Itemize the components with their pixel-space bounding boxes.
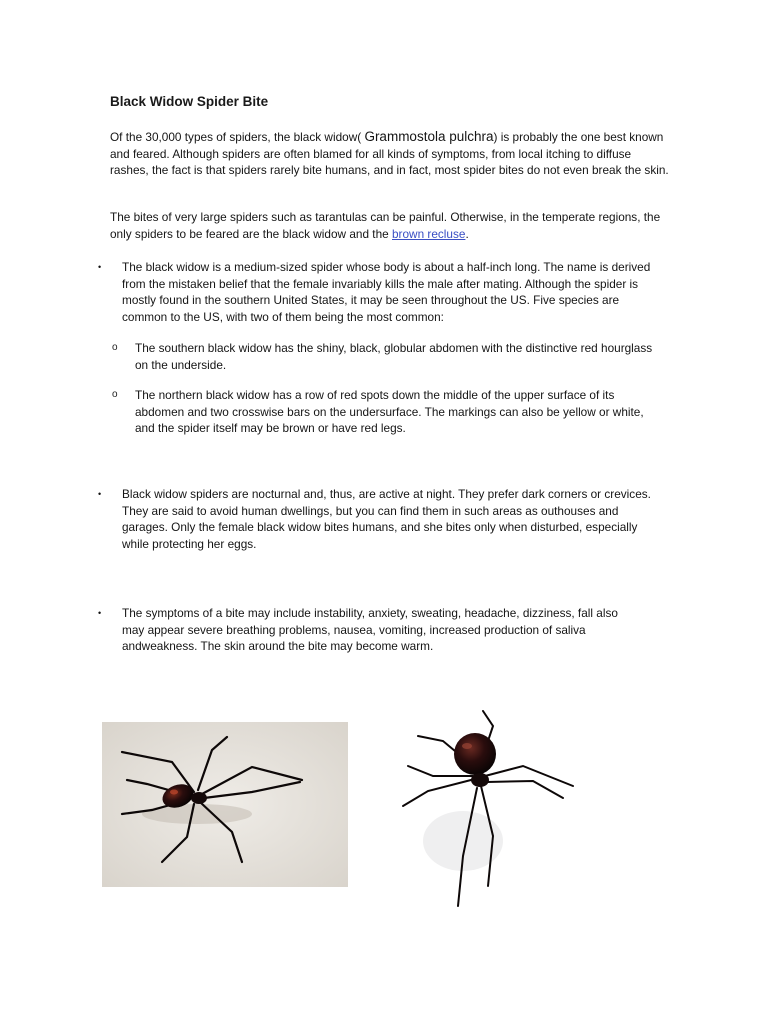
- scientific-name: Grammostola pulchra: [364, 129, 494, 144]
- bullet-mark: •: [98, 608, 102, 618]
- paragraph2-text: The bites of very large spiders such as tarantulas can be painful. Otherwise, in the temperate regions, the only spiders to be feared are the black widow and the: [110, 210, 661, 241]
- document-title: Black Widow Spider Bite: [110, 94, 269, 109]
- bullet-text: The symptoms of a bite may include instability, anxiety, sweating, headache, dizziness, fall also may appear severe breathing problems, nausea, vomiting, increased production of saliva andweakness. The skin around the bite may become warm.: [122, 606, 618, 653]
- bullet-mark: •: [98, 262, 102, 272]
- spider-photo-left: [102, 722, 348, 887]
- intro-text-end: ) is probably the one best known and feared. Although spiders are often blamed for all kinds of symptoms, from local itching to diffuse rashes, the fact is that spiders rarely bite humans, and in fact, most spider bites do not even break the skin.: [110, 130, 669, 177]
- bullet-text: Black widow spiders are nocturnal and, thus, are active at night. They prefer dark corners or crevices. They are said to avoid human dwellings, but you can find them in such areas as outhouses and garages. Only the female black widow bites humans, and she bites only when disturbed, especially while protecting her eggs.: [122, 487, 651, 551]
- black-widow-spider-illustration: [383, 706, 583, 916]
- sub-bullet-text: The southern black widow has the shiny, black, globular abdomen with the distinctive red hourglass on the underside.: [135, 341, 653, 372]
- sub-bullet-text: The northern black widow has a row of red spots down the middle of the upper surface of its abdomen and two crosswise bars on the undersurface. The markings can also be yellow or white, and the spider itself may be brown or have red legs.: [135, 388, 644, 435]
- paragraph2-end: .: [465, 226, 469, 241]
- black-widow-spider-illustration: [102, 722, 348, 887]
- sub-bullet-mark: o: [112, 389, 118, 400]
- intro-text-start: Of the 30,000 types of spiders, the black widow(: [110, 130, 365, 144]
- spider-photo-right: [383, 706, 583, 916]
- sub-bullet-mark: o: [112, 342, 118, 353]
- brown-recluse-link[interactable]: brown recluse: [392, 226, 466, 241]
- intro-paragraph: [110, 129, 670, 179]
- tarantula-paragraph: [110, 209, 670, 242]
- bullet-text: The black widow is a medium-sized spider whose body is about a half-inch long. The name is derived from the mistaken belief that the female invariably kills the male after mating. Although the spider is mostly found in the southern United States, it may be seen throughout the US. Five species are common to the US, with two of them being the most common:: [122, 260, 651, 324]
- bullet-mark: •: [98, 489, 102, 499]
